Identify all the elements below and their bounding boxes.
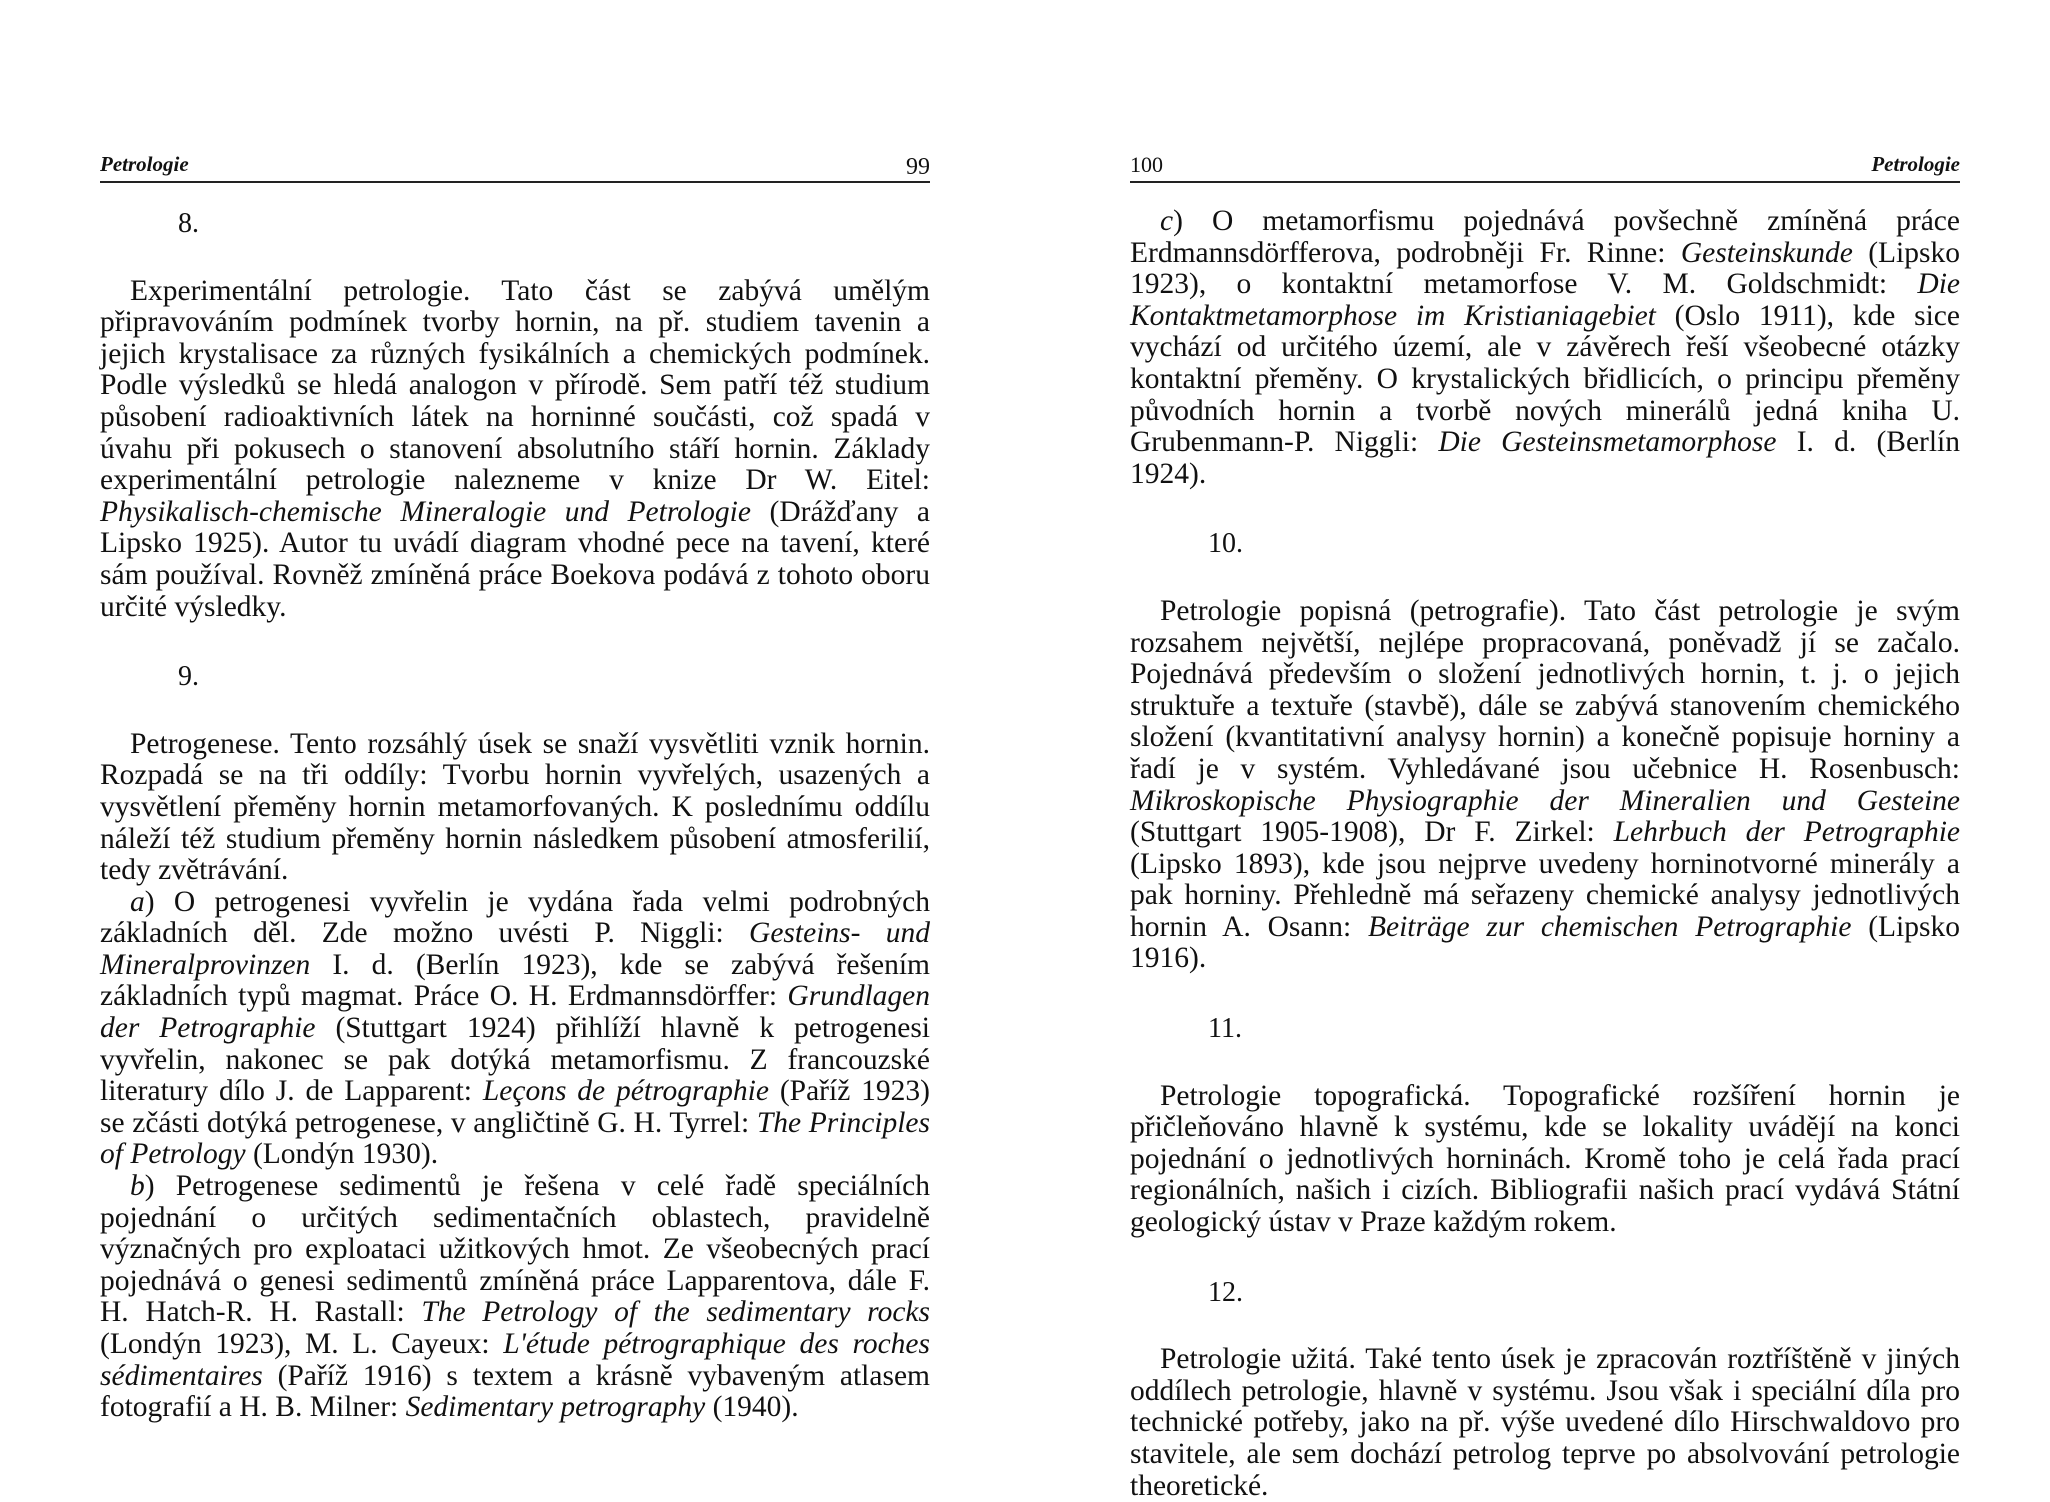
- running-title: Petrologie: [1871, 152, 1960, 176]
- text-run: (1940).: [705, 1391, 799, 1424]
- text-run: (Londýn 1923), M. L. Cayeux:: [100, 1328, 504, 1360]
- paragraph: [1130, 1344, 1960, 1502]
- paragraph: [100, 276, 930, 624]
- italic-text: Sedimentary petrography: [405, 1391, 706, 1424]
- text-run: Experimentální petrologie. Tato část se zabývá umělým připravováním podmínek tvorby hornin, na př. studiem tavenin a jejich krystalisace za různých fysikálních a chemických podmínek. Podle výsledků se hledá analogon v přírodě. Sem patří též studium působení radioaktivních látek na horninné součásti, což spadá v úvahu při pokusech o stanovení absolutního stáří hornin. Základy experimentální petrologie nalezneme v knize Dr W. Eitel:: [100, 274, 930, 497]
- italic-text: Lehrbuch der Petrographie: [1613, 816, 1960, 849]
- text-run: Petrologie užitá. Také tento úsek je zpracován roztříštěně v jiných oddílech petrologie, hlavně v systému. Jsou však i speciální díla pro technické potřeby, jako na př. výše uvedené dílo Hirschwaldovo pro stavitele, ale sem dochází petrolog teprve po absolvování petrologie theoretické.: [1130, 1343, 1960, 1502]
- text-run: (Stuttgart 1905-1908), Dr F. Zirkel:: [1130, 816, 1614, 849]
- section-spacer: [1130, 975, 1960, 1013]
- section-number: 8.: [178, 208, 199, 239]
- section-number: 12.: [1208, 1276, 1243, 1308]
- text-run: ) O petrogenesi vyvřelin je vydána řada velmi podrobných základních děl. Zde možno uvésti P. Niggli:: [100, 885, 930, 950]
- left-page: [100, 0, 930, 1500]
- text-run: (Drážďany a Lipsko 1925). Autor tu uvádí diagram vhodné pece na tavení, které sám používal. Rovněž zmíněná práce Boekova podává z tohoto oboru určité výsledky.: [100, 495, 930, 623]
- right-page: [1130, 0, 1960, 1500]
- italic-text: The Petrology of the sedimentary rocks: [421, 1296, 930, 1329]
- text-run: (Londýn 1930).: [245, 1138, 439, 1171]
- text-run: I. d. (Berlín 1924).: [1130, 426, 1961, 490]
- text-run: I. d. (Berlín 1923), kde se zabývá řešením základních typů magmat. Práce O. H. Erdmannsdörffer:: [100, 948, 930, 1013]
- italic-text: The Principles of Petrology: [100, 1106, 930, 1171]
- italic-text: Gesteins- und Mineralprovinzen: [100, 917, 931, 981]
- italic-text: Physikalisch-chemische Mineralogie und Petrologie: [100, 495, 751, 528]
- italic-text: Beiträge zur chemischen Petrographie: [1367, 910, 1852, 943]
- italic-text: Leçons de pétrographie: [482, 1075, 769, 1108]
- section-spacer: [1130, 490, 1960, 528]
- section-number: 9.: [178, 661, 199, 693]
- paragraph: [100, 1171, 930, 1424]
- italic-text: Gesteinskunde: [1680, 236, 1853, 269]
- running-head-right: [1130, 145, 1960, 183]
- text-run: (Oslo 1911), kde sice vychází od určitého území, ale v závěrech řeší všeobecné otázky kontaktní přeměny. O krystalických břidlicích, o principu přeměny původních hornin a tvorbě nových minerálů jedná kniha U. Grubenmann-P. Niggli:: [1130, 299, 1960, 459]
- text-run: (Lipsko 1916).: [1130, 910, 1960, 975]
- section-number: 10.: [1208, 528, 1243, 560]
- paragraph: [100, 887, 930, 1171]
- italic-text: c: [1160, 205, 1174, 237]
- text-run: ) O metamorfismu pojednává povšechně zmíněná práce Erdmannsdörfferova, podrobněji Fr. Rinne:: [1130, 205, 1960, 269]
- paragraph: [1130, 1081, 1960, 1239]
- text-run: Petrologie topografická. Topografické rozšíření hornin je přičleňováno hlavně k systému, kde se lokality uvádějí na konci pojednání o jednotlivých horninách. Kromě toho je celá řada prací regionálních, našich i cizích. Bibliografii našich prací vydává Státní geologický ústav v Praze každým rokem.: [1130, 1079, 1960, 1239]
- left-page-body: [100, 208, 930, 1424]
- text-run: (Lipsko 1923), o kontaktní metamorfose V. M. Goldschmidt:: [1130, 236, 1960, 301]
- italic-text: L'étude pétrographique des roches sédimentaires: [100, 1328, 931, 1392]
- right-page-body: [1130, 206, 1960, 1502]
- paragraph: [1130, 206, 1960, 490]
- text-run: (Paříž 1916) s textem a krásně vybaveným atlasem fotografií a H. B. Milner:: [100, 1359, 930, 1424]
- italic-text: Mikroskopische Physiographie der Mineralien und Gesteine: [1130, 784, 1960, 817]
- page-number: 100: [1130, 152, 1163, 177]
- text-run: ) Petrogenese sedimentů je řešena v celé řadě speciálních pojednání o určitých sedimentačních oblastech, pravidelně význačných pro exploataci užitkových hmot. Ze všeobecných prací pojednává o genesi sedimentů zmíněná práce Lapparentova, dále F. H. Hatch-R. H. Rastall:: [100, 1170, 930, 1329]
- section-number: 11.: [1208, 1013, 1242, 1045]
- italic-text: Die Kontaktmetamorphose im Kristianiagebiet: [1130, 268, 1960, 332]
- text-run: Petrologie popisná (petrografie). Tato část petrologie je svým rozsahem největší, nejlépe propracovaná, poněvadž jí se začalo. Pojednává především o složení jednotlivých hornin, t. j. o jejich struktuře a textuře (stavbě), dále se zabývá stanovením chemického složení (kvantitativní analysy hornin) a konečně popisuje horniny a řadí je v systém. Vyhledávané jsou učebnice H. Rosenbusch:: [1130, 594, 1960, 785]
- paragraph: [100, 729, 930, 887]
- italic-text: Grundlagen der Petrographie: [100, 980, 930, 1045]
- running-head-left: [100, 145, 930, 183]
- italic-text: a: [130, 885, 145, 918]
- italic-text: Die Gesteinsmetamorphose: [1438, 426, 1777, 459]
- section-spacer: [1130, 1239, 1960, 1277]
- running-title: Petrologie: [100, 152, 189, 176]
- text-run: (Lipsko 1893), kde jsou nejprve uvedeny horninotvorné minerály a pak horniny. Přehledně má seřazeny chemické analysy jednotlivých hornin A. Osann:: [1130, 847, 1960, 943]
- text-run: (Stuttgart 1924) přihlíží hlavně k petrogenesi vyvřelin, nakonec se pak dotýká metamorfismu. Z francouzské literatury dílo J. de Lapparent:: [100, 1012, 930, 1108]
- text-run: Petrogenese. Tento rozsáhlý úsek se snaží vysvětliti vznik hornin. Rozpadá se na tři oddíly: Tvorbu hornin vyvřelých, usazených a vysvětlení přeměny hornin metamorfovaných. K poslednímu oddílu náleží též studium přeměny hornin následkem působení atmosferilií, tedy zvětrávání.: [100, 727, 930, 887]
- italic-text: b: [130, 1170, 145, 1203]
- text-run: (Paříž 1923) se zčásti dotýká petrogenese, v angličtině G. H. Tyrrel:: [100, 1075, 930, 1139]
- section-spacer: [100, 623, 930, 661]
- paragraph: [1130, 596, 1960, 975]
- page-number: 99: [906, 154, 930, 180]
